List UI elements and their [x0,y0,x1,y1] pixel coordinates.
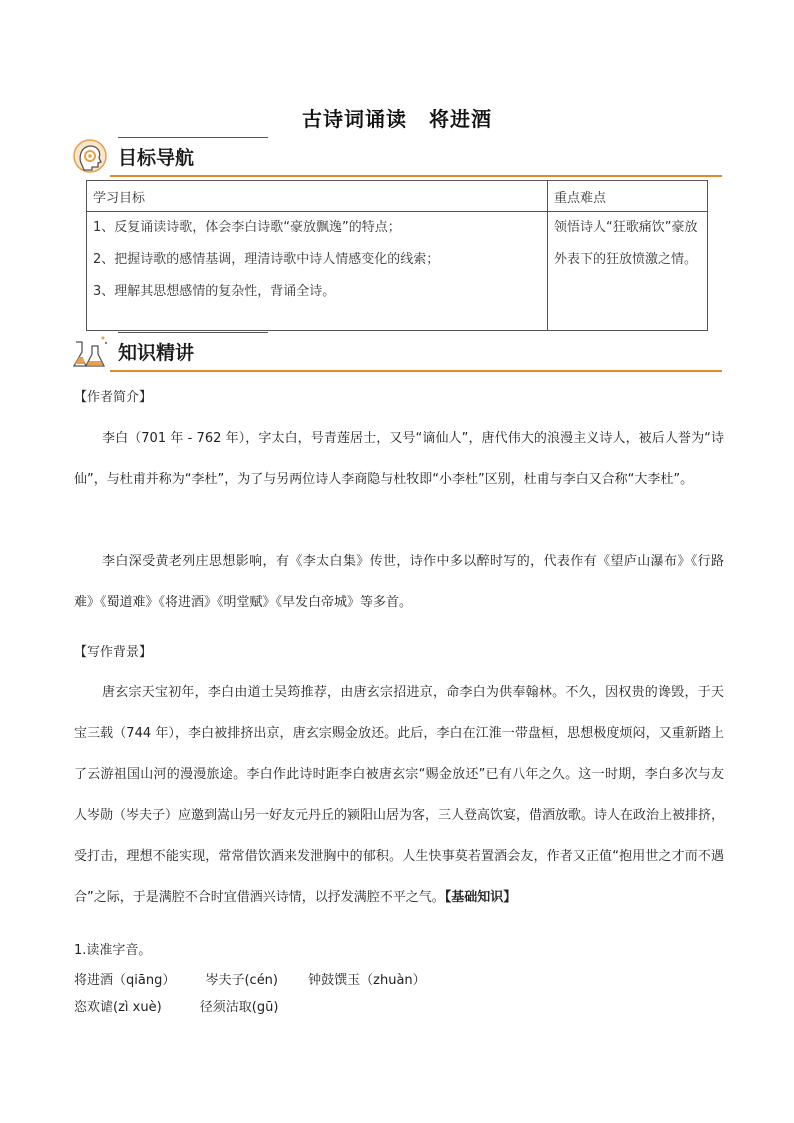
lab-flask-icon [70,332,110,372]
goal-item-1: 1、反复诵读诗歌，体会李白诗歌“豪放飘逸”的特点； [93,220,401,235]
author-label: 【作者简介】 [74,390,153,405]
header-key: 重点难点 [548,181,708,212]
title-part1: 古诗词诵读 [302,107,407,131]
basic-knowledge-tag: 【基础知识】 [444,890,517,905]
goal-item-2: 2、把握诗歌的感情基调，理清诗歌中诗人情感变化的线索； [93,252,440,267]
background-text: 唐玄宗天宝初年，李白由道士吴筠推荐，由唐玄宗招进京，命李白为供奉翰林。不久，因权贵的谗毁，于天宝三载（744 年），李白被排挤出京，唐玄宗赐金放还。此后，李白在江淮一带盘桓，思想极度烦闷，又重新踏上了云游祖国山河的漫漫旅途。李白作此诗时距李白被唐玄宗“赐金放还”已有八年之久。这一时期，李白多次与友人岑勋（岑夫子）应邀到嵩山另一好友元丹丘的颍阳山居为客，三人登高饮宴，借酒放歌。诗人在政治上被排挤，受打击，理想不能实现，常常借饮酒来发泄胸中的郁积。人生快事莫若置酒会友，作者又正值“抱用世之才而不遇合”之际，于是满腔不合时宜借酒兴诗情，以抒发满腔不平之气。 [74,685,725,905]
goals-table [86,180,708,331]
page-title [0,103,794,132]
title-part2: 将进酒 [429,107,492,131]
section-header-goals [70,137,722,177]
pron-item: 径须沽取(gū) [199,1000,279,1015]
goals-cell [87,212,548,331]
section-title-goals: 目标导航 [118,147,195,169]
author-paragraph-1: 李白（701 年 - 762 年），字太白，号青莲居士，又号“谪仙人”，唐代伟大的浪漫主义诗人，被后人誉为“诗仙”，与杜甫并称为“李杜”，为了与另两位诗人李商隐与杜牧即“小李杜”区别，杜甫与李白又合称“大李杜”。 [74,431,724,487]
pron-item: 钟鼓馔玉（zhuàn） [308,973,426,988]
goal-item-3: 3、理解其思想感情的复杂性，背诵全诗。 [93,284,336,299]
pronunciation-row-1 [74,969,452,988]
pronunciation-title: 1.读准字音。 [74,943,152,958]
pron-item: 恣欢谑(zì xuè) [74,1000,162,1015]
section-title-knowledge: 知识精讲 [118,342,195,364]
key-point-cell: 领悟诗人“狂歌痛饮”豪放外表下的狂放愤激之情。 [548,212,708,331]
pron-item: 岑夫子(cén) [205,973,278,988]
table-header-row [87,181,708,212]
background-label: 【写作背景】 [74,645,153,660]
header-goals: 学习目标 [87,181,548,212]
brain-gear-icon [70,137,110,177]
table-row [87,212,708,331]
pron-item: 将进酒（qiāng） [74,973,176,988]
pronunciation-row-2 [74,996,304,1015]
section-header-knowledge [70,332,722,372]
author-paragraph-2: 李白深受黄老列庄思想影响，有《李太白集》传世，诗作中多以醉时写的，代表作有《望庐山瀑布》《行路难》《蜀道难》《将进酒》《明堂赋》《早发白帝城》等多首。 [74,554,724,610]
background-paragraph [74,672,724,918]
